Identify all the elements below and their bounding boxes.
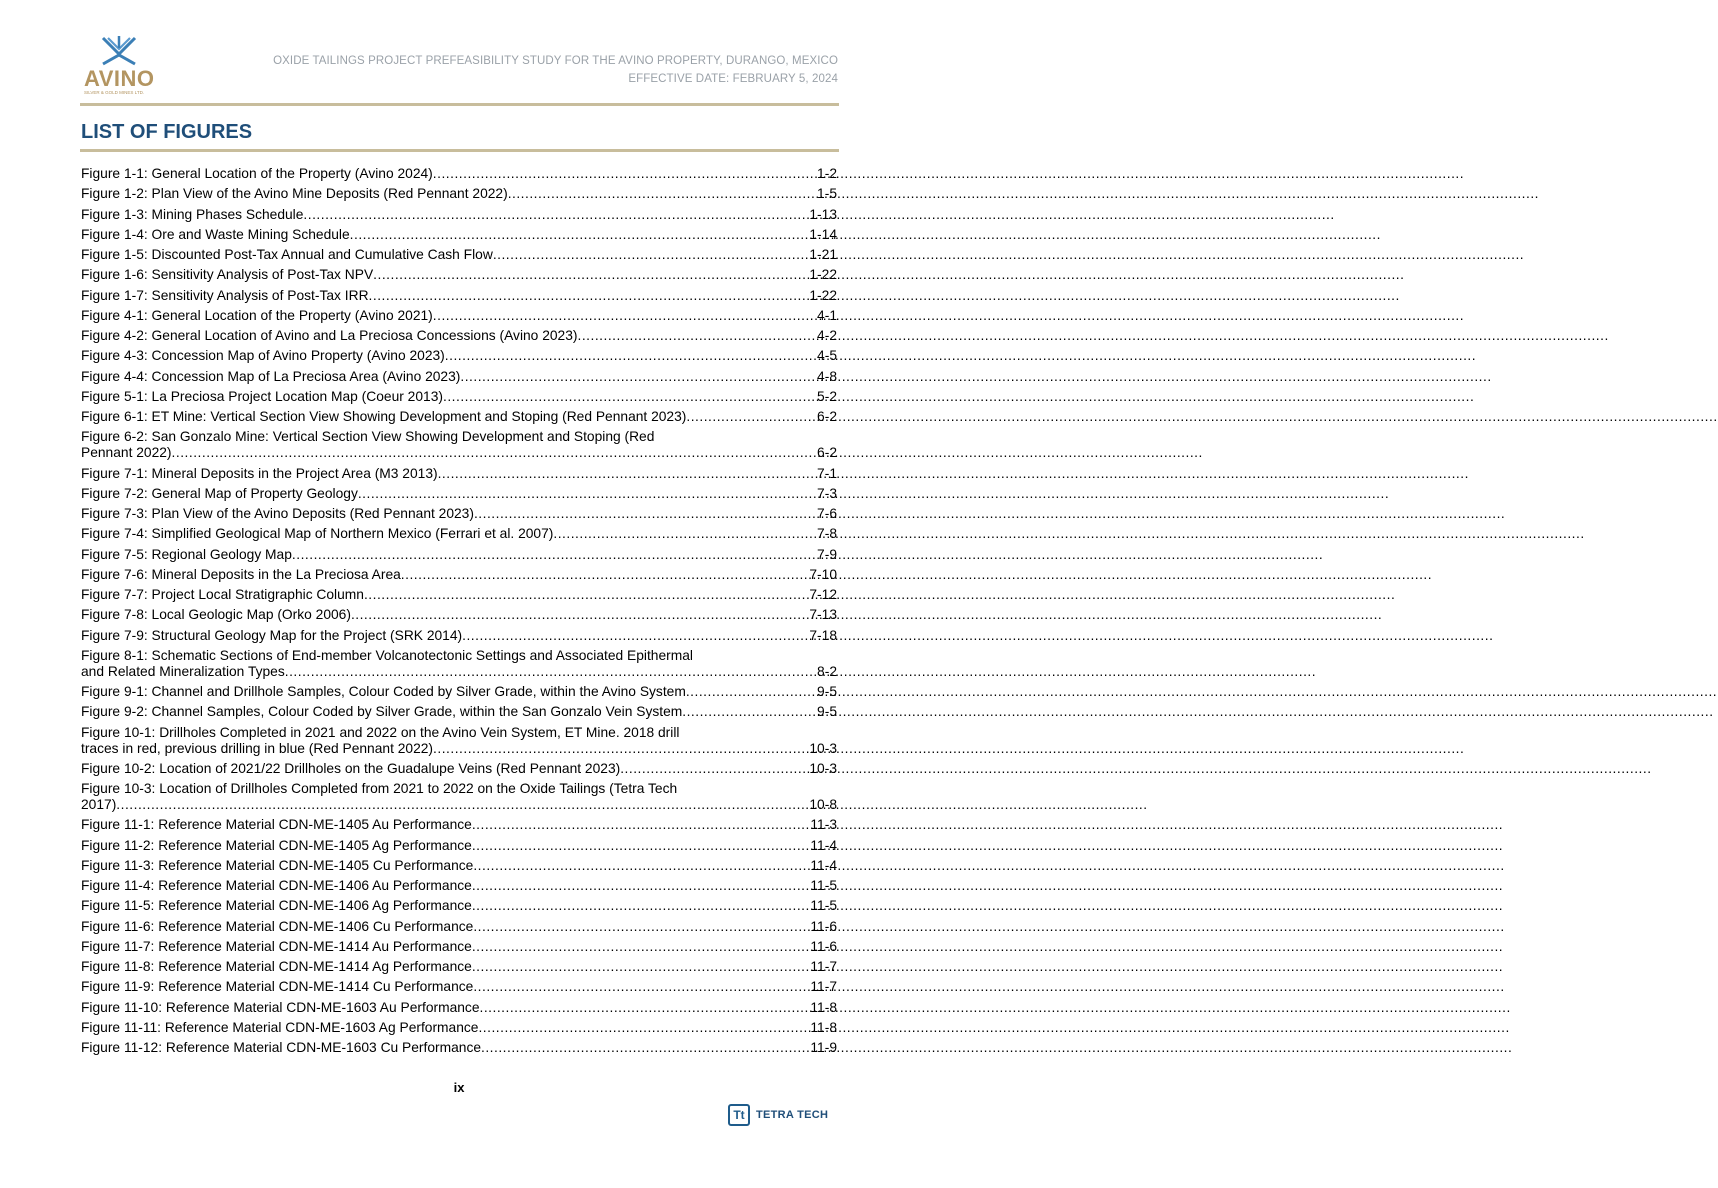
- entry-row: [81, 227, 837, 243]
- entry-page-number: 6-2: [817, 409, 837, 424]
- dot-leader: [433, 308, 815, 324]
- entry-title: Figure 11-7: Reference Material CDN-ME-1414 Au Performance: [81, 938, 472, 954]
- entry-title-line1: Figure 10-3: Location of Drillholes Completed from 2021 to 2022 on the Oxide Tailings (Tetra Tech: [81, 781, 678, 796]
- list-item[interactable]: [81, 817, 837, 833]
- dot-leader: [481, 1040, 808, 1056]
- entry-page-number: 11-3: [810, 817, 837, 833]
- list-item[interactable]: [81, 247, 837, 263]
- dot-leader: [358, 486, 815, 502]
- entry-page-number: 4-1: [817, 307, 837, 323]
- entry-row: [81, 445, 837, 461]
- entry-title: and Related Mineralization Types: [81, 663, 285, 679]
- list-item[interactable]: [81, 684, 837, 700]
- entry-title: Figure 11-5: Reference Material CDN-ME-1406 Ag Performance: [81, 898, 472, 914]
- entry-page-number: 4-2: [817, 328, 837, 343]
- entry-page-number: 1-2: [817, 166, 837, 181]
- entry-title: Figure 1-3: Mining Phases Schedule: [81, 206, 304, 222]
- list-item[interactable]: [81, 547, 837, 563]
- list-item[interactable]: [81, 288, 837, 304]
- avino-logo: [84, 36, 154, 96]
- header-divider: [80, 103, 839, 106]
- list-item[interactable]: [81, 207, 837, 223]
- dot-leader: [351, 607, 807, 623]
- entry-title: Figure 11-3: Reference Material CDN-ME-1405 Cu Performance: [81, 857, 474, 873]
- entry-row: [81, 704, 837, 720]
- entry-title-line1: Figure 8-1: Schematic Sections of End-member Volcanotectonic Settings and Associated Epithermal: [81, 647, 693, 663]
- entry-row: [81, 858, 837, 874]
- entry-row: [81, 308, 837, 324]
- entry-row: [81, 898, 837, 914]
- entry-page-number: 10-3: [809, 740, 837, 756]
- entry-title: Figure 1-1: General Location of the Property (Avino 2024): [81, 166, 433, 181]
- entry-row: [81, 1040, 837, 1056]
- entry-page-number: 11-7: [810, 959, 837, 974]
- entry-row: [81, 979, 837, 995]
- list-item[interactable]: [81, 648, 837, 680]
- dot-leader: [474, 506, 815, 522]
- entry-page-number: 4-8: [817, 368, 837, 384]
- entry-row: [81, 878, 837, 894]
- list-item[interactable]: [81, 429, 837, 461]
- entry-page-number: 7-1: [817, 465, 837, 481]
- entry-row: [81, 939, 837, 955]
- entry-page-number: 7-12: [809, 587, 837, 602]
- entry-row: [81, 761, 837, 777]
- entry-page-number: 7-13: [809, 607, 837, 623]
- entry-page-number: 11-5: [810, 898, 837, 914]
- entry-row: [81, 628, 837, 644]
- list-item[interactable]: [81, 348, 837, 364]
- dot-leader: [493, 247, 808, 263]
- entry-title: traces in red, previous drilling in blue (Red Pennant 2022): [81, 740, 434, 756]
- entry-row: [81, 369, 837, 385]
- entry-row: [81, 664, 837, 680]
- entry-page-number: 7-8: [817, 526, 837, 542]
- entry-page-number: 11-6: [810, 938, 837, 954]
- entry-title: Figure 7-7: Project Local Stratigraphic Column: [81, 587, 364, 602]
- dot-leader: [116, 797, 807, 813]
- entry-title: Figure 9-2: Channel Samples, Colour Coded by Silver Grade, within the San Gonzalo Vein System: [81, 704, 683, 720]
- list-item[interactable]: [81, 898, 837, 914]
- dot-leader: [473, 919, 808, 935]
- dot-leader: [472, 817, 809, 833]
- entry-page-number: 11-8: [810, 1019, 837, 1035]
- entry-title: Figure 11-8: Reference Material CDN-ME-1414 Ag Performance: [81, 959, 472, 974]
- page-number: ix: [453, 1080, 465, 1095]
- dot-leader: [443, 389, 815, 405]
- list-item[interactable]: [81, 761, 837, 777]
- entry-title: Figure 7-8: Local Geologic Map (Orko 2006): [81, 607, 351, 623]
- entry-page-number: 10-8: [809, 797, 837, 812]
- entry-title: Figure 11-1: Reference Material CDN-ME-1405 Au Performance: [81, 817, 472, 833]
- entry-title: Figure 4-2: General Location of Avino and La Preciosa Concessions (Avino 2023): [81, 328, 578, 343]
- dot-leader: [364, 587, 807, 603]
- list-item[interactable]: [81, 838, 837, 854]
- entry-page-number: 7-10: [809, 566, 837, 582]
- tetra-tech-wordmark: TETRA TECH: [756, 1109, 829, 1121]
- entry-row: [81, 526, 837, 542]
- entry-page-number: 11-6: [810, 918, 837, 934]
- entry-page-number: 11-8: [810, 999, 837, 1015]
- running-header: [273, 52, 838, 88]
- entry-row: [81, 389, 837, 405]
- entry-page-number: 7-6: [817, 506, 837, 521]
- entry-title: Figure 4-1: General Location of the Property (Avino 2021): [81, 307, 433, 323]
- dot-leader: [473, 979, 808, 995]
- entry-row: [81, 207, 837, 223]
- list-item[interactable]: [81, 939, 837, 955]
- entry-row: [81, 486, 837, 502]
- list-item[interactable]: [81, 308, 837, 324]
- list-item[interactable]: [81, 628, 837, 644]
- dot-leader: [472, 878, 809, 894]
- list-item[interactable]: [81, 959, 837, 975]
- entry-page-number: 5-2: [817, 388, 837, 404]
- entry-row: [81, 547, 837, 563]
- entry-row: [81, 919, 837, 935]
- dot-leader: [478, 1020, 808, 1036]
- list-item[interactable]: [81, 1020, 837, 1036]
- entry-row: [81, 797, 837, 813]
- entry-row: [81, 409, 837, 425]
- list-item[interactable]: [81, 725, 837, 757]
- entry-title: Figure 7-9: Structural Geology Map for the Project (SRK 2014): [81, 627, 463, 643]
- list-item[interactable]: [81, 369, 837, 385]
- dot-leader: [686, 684, 815, 700]
- entry-title: Figure 1-6: Sensitivity Analysis of Post-Tax NPV: [81, 267, 374, 283]
- dot-leader: [472, 898, 809, 914]
- entry-row: [81, 1020, 837, 1036]
- entry-page-number: 9-5: [817, 704, 837, 720]
- dot-leader: [473, 858, 808, 874]
- avino-emblem-icon: [99, 36, 139, 66]
- entry-row: [81, 348, 837, 364]
- entry-title: 2017): [81, 797, 117, 812]
- page-title: LIST OF FIGURES: [81, 121, 253, 143]
- entry-title-line1: Figure 6-2: San Gonzalo Mine: Vertical Section View Showing Development and Stoping (Red: [81, 429, 655, 445]
- entry-title: Figure 1-2: Plan View of the Avino Mine Deposits (Red Pennant 2022): [81, 186, 508, 202]
- entry-page-number: 7-9: [817, 546, 837, 562]
- entry-title: Figure 7-4: Simplified Geological Map of Northern Mexico (Ferrari et al. 2007): [81, 526, 554, 542]
- entry-page-number: 7-18: [809, 627, 837, 643]
- list-item[interactable]: [81, 781, 837, 813]
- dot-leader: [480, 1000, 809, 1016]
- list-item[interactable]: [81, 409, 837, 425]
- header-effective-date: EFFECTIVE DATE: FEBRUARY 5, 2024: [628, 73, 838, 85]
- entry-page-number: 7-3: [817, 485, 837, 501]
- dot-leader: [577, 328, 815, 344]
- entry-row: [81, 1000, 837, 1016]
- dot-leader: [350, 227, 808, 243]
- title-divider: [80, 149, 839, 152]
- dot-leader: [292, 547, 815, 563]
- entry-title: Figure 7-2: General Map of Property Geology: [81, 485, 358, 501]
- entry-title: Figure 11-4: Reference Material CDN-ME-1406 Au Performance: [81, 878, 472, 893]
- entry-title: Pennant 2022): [81, 445, 172, 461]
- entry-page-number: 11-7: [810, 979, 837, 995]
- dot-leader: [682, 704, 815, 720]
- entry-page-number: 4-5: [817, 348, 837, 364]
- list-item[interactable]: [81, 526, 837, 542]
- dot-leader: [620, 761, 807, 777]
- dot-leader: [303, 207, 807, 223]
- list-item[interactable]: [81, 858, 837, 874]
- dot-leader: [472, 939, 809, 955]
- list-item[interactable]: [81, 607, 837, 623]
- entry-page-number: 6-2: [817, 445, 837, 461]
- entry-row: [81, 959, 837, 975]
- entry-title: Figure 1-4: Ore and Waste Mining Schedule: [81, 226, 350, 242]
- entry-title: Figure 11-2: Reference Material CDN-ME-1405 Ag Performance: [81, 837, 472, 853]
- entry-row: [81, 741, 837, 757]
- entry-row: [81, 684, 837, 700]
- entry-row: [81, 817, 837, 833]
- logo-wordmark: AVINO: [84, 66, 155, 91]
- entry-title: Figure 5-1: La Preciosa Project Location Map (Coeur 2013): [81, 388, 443, 404]
- entry-row: [81, 506, 837, 522]
- tetra-tech-mark-icon: Tt: [728, 1104, 750, 1126]
- logo-subtitle: SILVER & GOLD MINES LTD.: [84, 90, 145, 95]
- dot-leader: [472, 838, 809, 854]
- list-item[interactable]: [81, 227, 837, 243]
- list-item[interactable]: [81, 704, 837, 720]
- list-item[interactable]: [81, 486, 837, 502]
- entry-page-number: 1-21: [809, 247, 837, 262]
- list-item[interactable]: [81, 166, 837, 182]
- entry-page-number: 1-13: [809, 206, 837, 222]
- entry-row: [81, 267, 837, 283]
- dot-leader: [462, 628, 807, 644]
- list-item[interactable]: [81, 878, 837, 894]
- dot-leader: [445, 348, 815, 364]
- figures-list: [81, 166, 837, 1060]
- entry-title: Figure 10-2: Location of 2021/22 Drillholes on the Guadalupe Veins (Red Pennant 2023): [81, 760, 621, 776]
- dot-leader: [438, 466, 815, 482]
- entry-title: Figure 6-1: ET Mine: Vertical Section View Showing Development and Stoping (Red Pennant 2023): [81, 409, 687, 424]
- dot-leader: [433, 741, 807, 757]
- entry-title: Figure 11-10: Reference Material CDN-ME-1603 Au Performance: [81, 999, 480, 1015]
- entry-page-number: 10-3: [809, 760, 837, 776]
- list-item[interactable]: [81, 919, 837, 935]
- entry-page-number: 11-4: [810, 837, 837, 853]
- header-study-title: OXIDE TAILINGS PROJECT PREFEASIBILITY STUDY FOR THE AVINO PROPERTY, DURANGO, MEXICO: [273, 55, 838, 67]
- entry-page-number: 1-5: [817, 186, 837, 202]
- entry-row: [81, 838, 837, 854]
- list-item[interactable]: [81, 267, 837, 283]
- entry-row: [81, 466, 837, 482]
- list-item[interactable]: [81, 979, 837, 995]
- entry-row: [81, 247, 837, 263]
- entry-page-number: 11-4: [810, 857, 837, 873]
- entry-page-number: 1-14: [809, 226, 837, 242]
- entry-title: Figure 1-7: Sensitivity Analysis of Post-Tax IRR: [81, 287, 369, 303]
- entry-row: [81, 328, 837, 344]
- dot-leader: [686, 409, 815, 425]
- dot-leader: [553, 526, 815, 542]
- entry-title: Figure 11-11: Reference Material CDN-ME-1603 Ag Performance: [81, 1019, 479, 1035]
- dot-leader: [508, 186, 815, 202]
- dot-leader: [472, 959, 809, 975]
- dot-leader: [373, 267, 807, 283]
- list-item[interactable]: [81, 1040, 837, 1056]
- entry-page-number: 8-2: [817, 663, 837, 679]
- list-item[interactable]: [81, 506, 837, 522]
- list-item[interactable]: [81, 466, 837, 482]
- entry-title: Figure 11-12: Reference Material CDN-ME-1603 Cu Performance: [81, 1040, 482, 1055]
- dot-leader: [401, 567, 808, 583]
- entry-title: Figure 7-6: Mineral Deposits in the La Preciosa Area: [81, 566, 401, 582]
- entry-row: [81, 587, 837, 603]
- list-item[interactable]: [81, 1000, 837, 1016]
- entry-row: [81, 288, 837, 304]
- dot-leader: [460, 369, 815, 385]
- list-item[interactable]: [81, 587, 837, 603]
- entry-title: Figure 11-6: Reference Material CDN-ME-1406 Cu Performance: [81, 918, 474, 934]
- entry-title-line1: Figure 10-1: Drillholes Completed in 2021 and 2022 on the Avino Vein System, ET Mine. 2018 drill: [81, 724, 680, 740]
- entry-title: Figure 7-5: Regional Geology Map: [81, 546, 292, 562]
- list-item[interactable]: [81, 389, 837, 405]
- entry-title: Figure 1-5: Discounted Post-Tax Annual and Cumulative Cash Flow: [81, 247, 493, 262]
- list-item[interactable]: [81, 567, 837, 583]
- dot-leader: [285, 664, 815, 680]
- dot-leader: [172, 445, 816, 461]
- dot-leader: [433, 166, 815, 182]
- entry-title: Figure 7-3: Plan View of the Avino Deposits (Red Pennant 2023): [81, 506, 474, 521]
- entry-title: Figure 11-9: Reference Material CDN-ME-1414 Cu Performance: [81, 979, 474, 995]
- entry-title: Figure 9-1: Channel and Drillhole Samples, Colour Coded by Silver Grade, within the Avino System: [81, 684, 686, 699]
- entry-row: [81, 567, 837, 583]
- tetra-tech-logo: [728, 1104, 828, 1126]
- entry-row: [81, 186, 837, 202]
- entry-page-number: 11-9: [810, 1040, 837, 1055]
- entry-row: [81, 166, 837, 182]
- entry-title: Figure 4-4: Concession Map of La Preciosa Area (Avino 2023): [81, 368, 461, 384]
- dot-leader: [369, 288, 808, 304]
- entry-page-number: 9-5: [817, 684, 837, 699]
- entry-page-number: 1-22: [809, 267, 837, 283]
- entry-row: [81, 607, 837, 623]
- entry-page-number: 11-5: [810, 878, 837, 893]
- list-item[interactable]: [81, 328, 837, 344]
- entry-title: Figure 7-1: Mineral Deposits in the Project Area (M3 2013): [81, 465, 438, 481]
- entry-page-number: 1-22: [809, 287, 837, 303]
- list-item[interactable]: [81, 186, 837, 202]
- entry-title: Figure 4-3: Concession Map of Avino Property (Avino 2023): [81, 348, 445, 364]
